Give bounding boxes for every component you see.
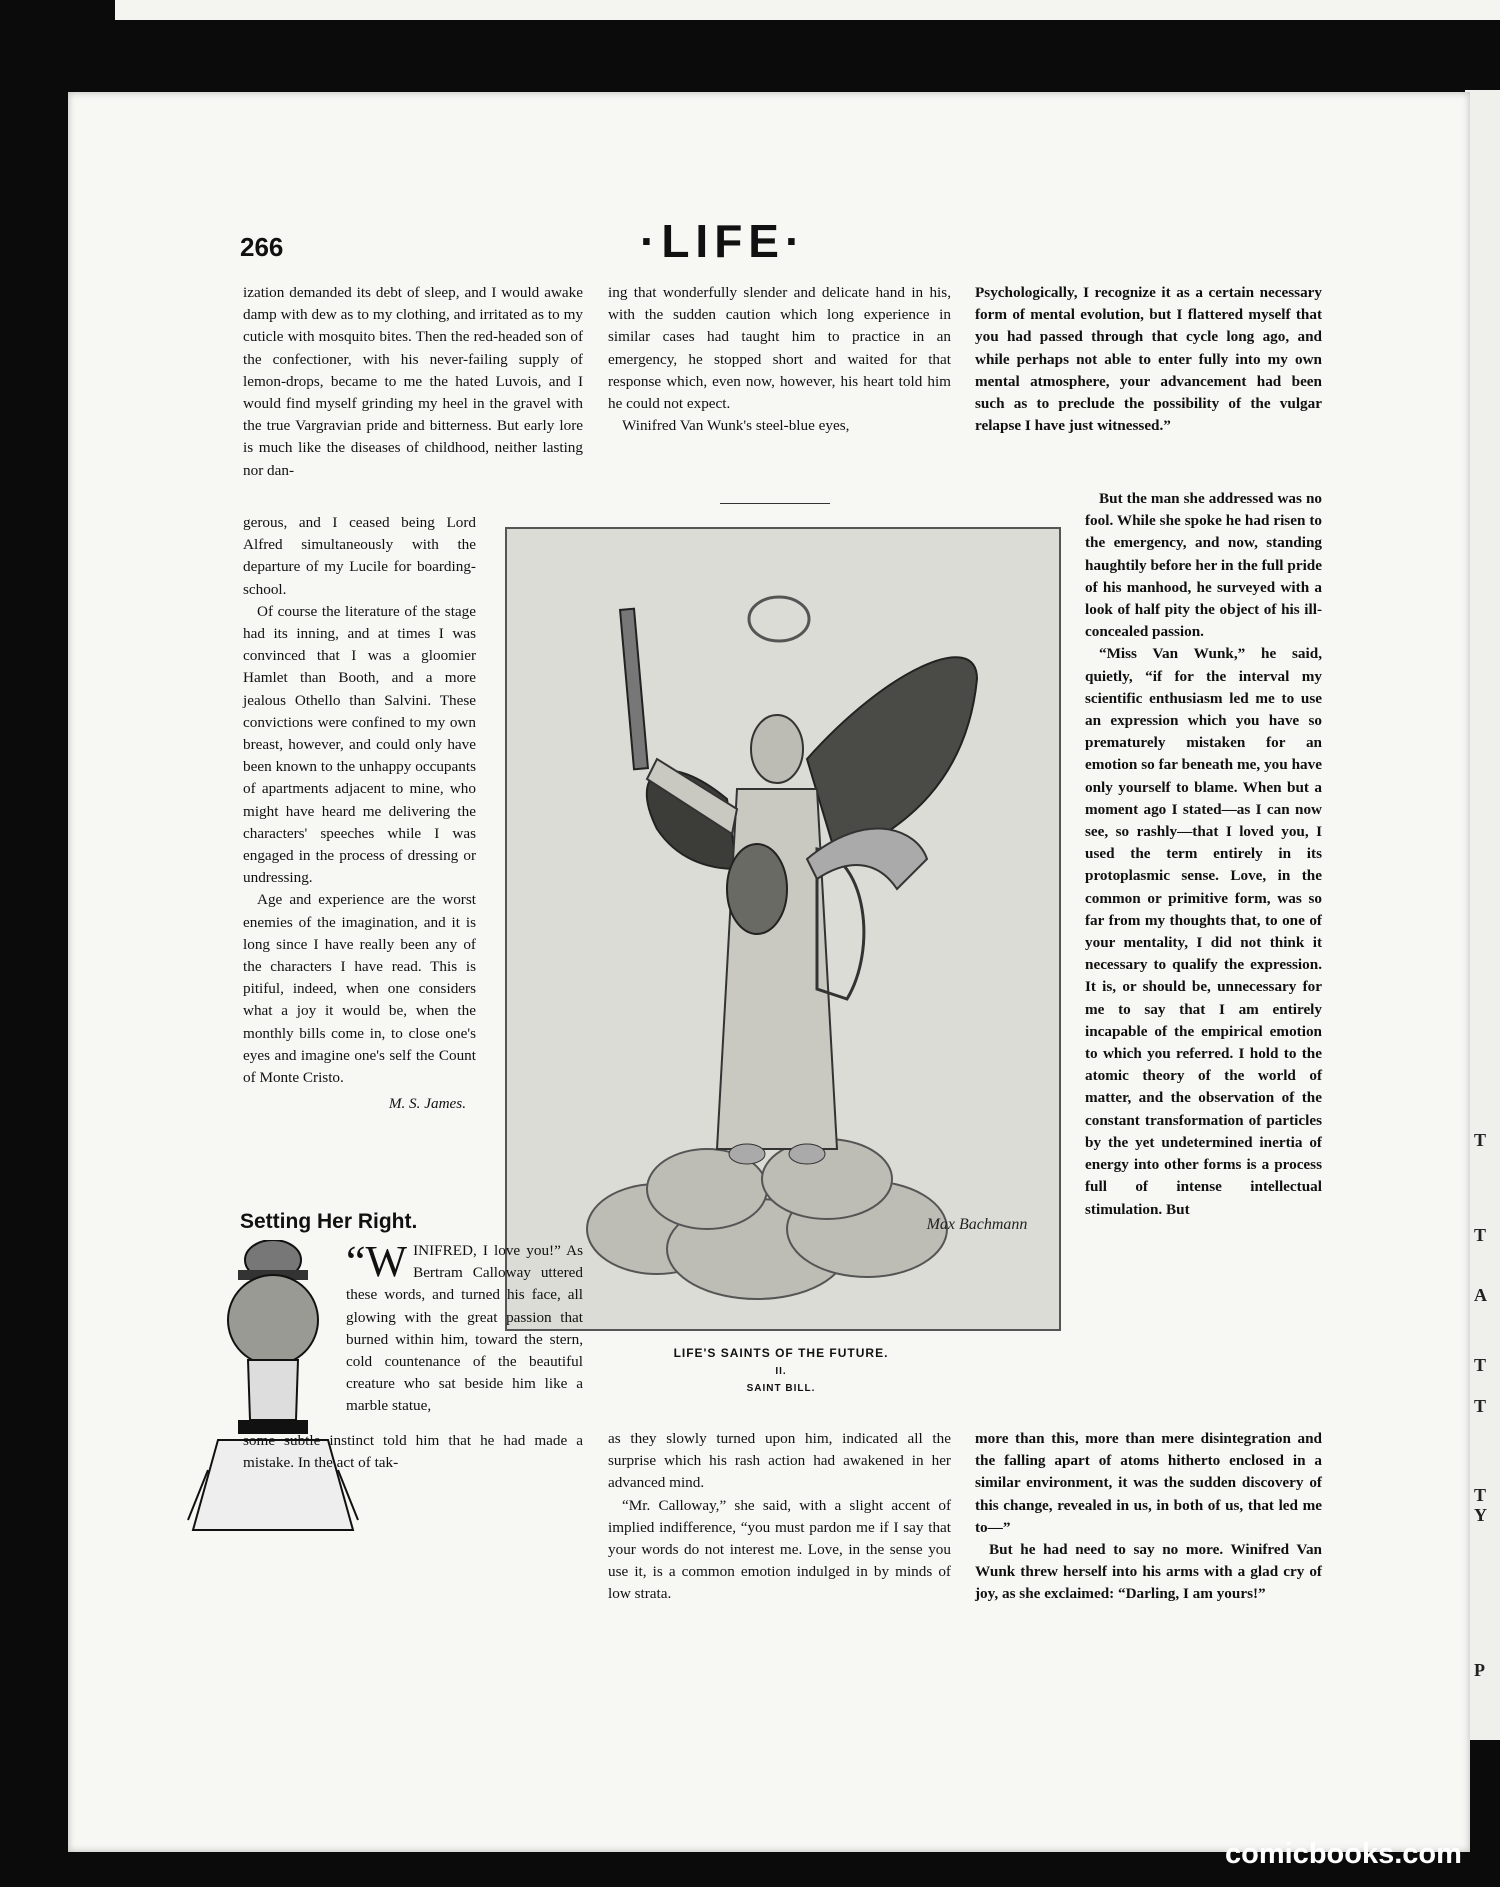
bowler-hat-man-icon xyxy=(178,1240,368,1540)
column-3-narrow xyxy=(1085,488,1322,1221)
column-1-top xyxy=(243,282,583,482)
column-1-narrow xyxy=(243,512,476,1115)
man-portrait-illustration xyxy=(178,1240,368,1540)
paragraph: gerous, and I ceased being Lord Alfred simultaneously with the departure of my Lucile for boarding-school. xyxy=(243,514,476,598)
paragraph: Winifred Van Wunk's steel-blue eyes, xyxy=(622,417,850,435)
masthead-title: ·LIFE· xyxy=(640,215,807,267)
paragraph: “Mr. Calloway,” she said, with a slight accent of implied indifference, “you must pardon me if I say that your words do not interest me. Love, in the sense you use it, is a common emotion indulged in by minds of low strata. xyxy=(608,1496,951,1603)
paragraph xyxy=(346,1237,583,1418)
column-2-bottom xyxy=(608,1428,951,1606)
author-signature: M. S. James. xyxy=(388,1095,466,1113)
column-3-top xyxy=(975,282,1322,437)
site-watermark: comicbooks.com xyxy=(1225,1838,1462,1870)
paragraph: ization demanded its debt of sleep, and I would awake damp with dew as to my clothing, and irritated as to my cuticle with mosquito bites. Then the red-headed son of the confectioner, with his never-failing supply of lemon-drops, became to me the hated Luvois, and I would find myself grinding my heel in the gravel with the true Vargravian pride and bitterness. But early lore is much like the diseases of childhood, neither lasting nor dan- xyxy=(243,284,583,479)
paragraph: Of course the literature of the stage had its inning, and at times I was convinced that I was a gloomier Hamlet than Booth, and a more jealous Othello than Salvini. These convictions were confined to my own breast, however, and could only have been known to the unhappy occupants of apartments adjacent to mine, who might have heard me delivering the characters' speeches while I was engaged in the process of dressing or undressing. xyxy=(243,602,476,887)
story-continuation xyxy=(243,1430,583,1474)
angel-figure-icon xyxy=(507,529,1059,1329)
paragraph: ing that wonderfully slender and delicate hand in his, with the sudden caution which long experience in similar cases had taught him to practice in an emergency, he stopped short and waited for that response which, even now, however, his heart told him he could not expect. xyxy=(608,284,951,413)
edge-fragment: T xyxy=(1474,1485,1487,1505)
edge-fragment: T xyxy=(1474,1355,1487,1375)
paragraph: But the man she addressed was no fool. While she spoke he had risen to the emergency, and now, standing haughtily before her in the full pride of his manhood, he surveyed with a look of half pity the object of his ill-concealed passion. xyxy=(1085,490,1322,641)
paragraph: “Miss Van Wunk,” he said, quietly, “if for the interval my scientific enthusiasm led me to use an expression which you have so prematurely mistaken for an emotion so far beneath me, you have only yourself to blame. When but a moment ago I stated—as I can now see, so rashly—that I loved you, I used the term entirely in its protoplasmic sense. Love, in the common or primitive form, was so far from my thoughts that, to one of your mentality, I did not think it necessary to qualify the expression. It is, or should be, unnecessary for me to say that I am entirely incapable of the empirical emotion to which you referred. I hold to the atomic theory of the world of matter, and the observation of the constant transformation of particles by the yet undetermined inertia of energy into other forms is a process full of intense intellectual stimulation. But xyxy=(1085,645,1322,1218)
column-3-bottom xyxy=(975,1428,1322,1606)
page-number: 266 xyxy=(240,232,284,262)
divider-rule xyxy=(720,503,830,504)
edge-fragment: T xyxy=(1474,1225,1487,1245)
paragraph: But he had need to say no more. Winifred Van Wunk threw herself into his arms with a glad cry of joy, as she exclaimed: “Darling, I am yours!” xyxy=(975,1541,1322,1603)
paragraph: some subtle instinct told him that he had made a mistake. In the act of tak- xyxy=(243,1432,583,1472)
edge-fragment: T xyxy=(1474,1396,1487,1416)
section-heading: Setting Her Right. xyxy=(240,1210,418,1233)
adjacent-page-edge xyxy=(115,0,1500,20)
edge-fragment: A xyxy=(1474,1285,1487,1305)
paragraph: Psychologically, I recognize it as a certain necessary form of mental evolution, but I flattered myself that you had passed through that cycle long ago, and while perhaps not able to enter fully into my own mental atmosphere, your advancement had been such as to preclude the possibility of the vulgar relapse I have just witnessed.” xyxy=(975,284,1322,435)
paragraph: more than this, more than mere disintegration and the falling apart of atoms hitherto enclosed in a similar environment, it was the sudden discovery of this change, revealed in us, in both of us, that led me to—” xyxy=(975,1430,1322,1536)
illustration-caption xyxy=(505,1346,1057,1394)
edge-fragment: T xyxy=(1474,1130,1487,1150)
paragraph: as they slowly turned upon him, indicated all the surprise which his rash action had awakened in her advanced mind. xyxy=(608,1430,951,1492)
caption-title: LIFE'S SAINTS OF THE FUTURE. xyxy=(673,1346,889,1360)
edge-fragment: Y xyxy=(1474,1505,1487,1525)
opening-text: INIFRED, I love you!” As Bertram Calloway uttered these words, and turned his face, all glowing with the great passion that burned within him, toward the stern, cold countenance of the beautiful creature who sat beside him like a marble statue, xyxy=(346,1242,583,1415)
drop-cap: “W xyxy=(346,1237,408,1286)
column-2-top xyxy=(608,282,951,437)
paragraph: Age and experience are the worst enemies of the imagination, and it is long since I have really been any of the characters I have read. This is pitiful, indeed, when one considers what a joy it would be, when the monthly bills come in, to close one's eyes and imagine one's self the Count of Monte Cristo. xyxy=(243,891,476,1087)
edge-fragment: P xyxy=(1474,1660,1485,1680)
artist-signature: Max Bachmann xyxy=(926,1216,1028,1233)
story-opening xyxy=(346,1237,583,1418)
caption-subtitle: SAINT BILL. xyxy=(746,1383,816,1394)
caption-number: II. xyxy=(775,1366,787,1377)
angel-illustration xyxy=(505,527,1061,1331)
